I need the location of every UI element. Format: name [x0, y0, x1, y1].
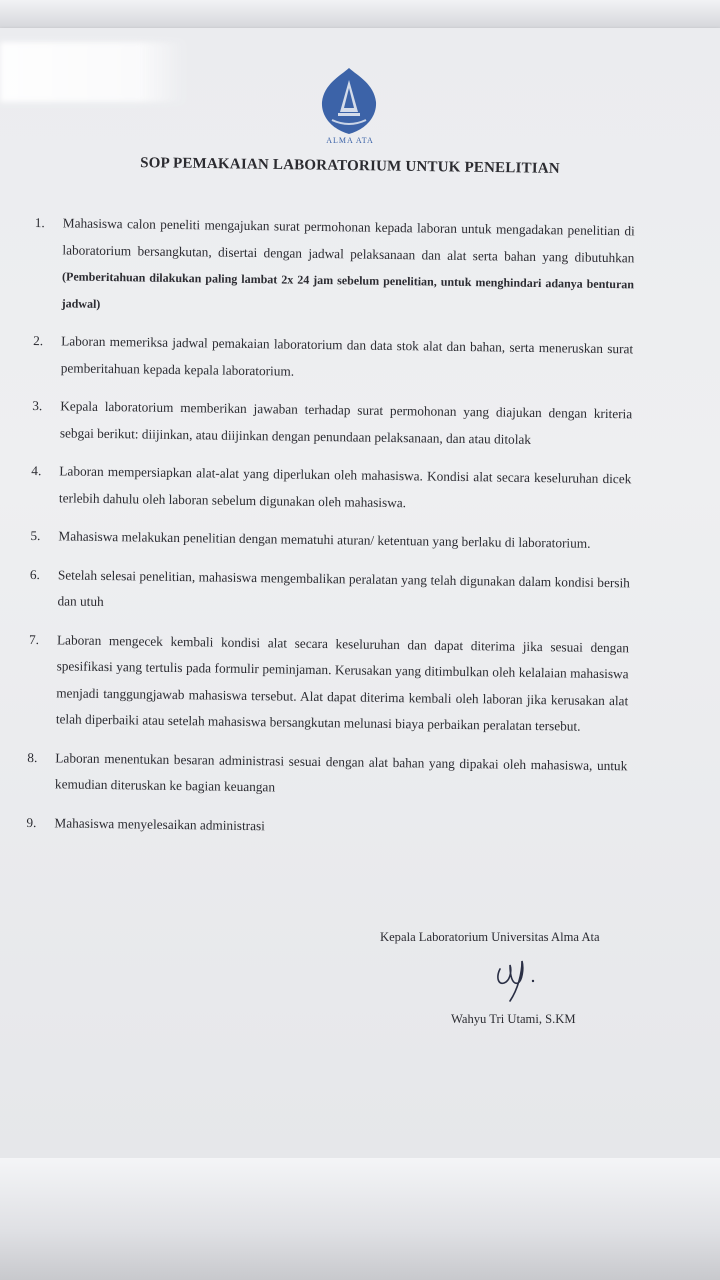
item-number: 2. [33, 332, 44, 349]
item-bold-note: (Pemberitahuan dilakukan paling lambat 2x 24 jam sebelum penelitian, untuk menghindari adanya benturan jadwal) [61, 269, 635, 311]
item-text: Laboran memeriksa jadwal pemakaian laboratorium dan data stok alat dan bahan, serta meneruskan surat pemberitahuan kepada kepala laboratorium. [60, 333, 634, 379]
list-item [34, 210, 635, 324]
item-text: Laboran mengecek kembali kondisi alat secara keseluruhan dan dapat diterima jika sesuai dengan spesifikasi yang tertulis pada formulir peminjaman. Kerusakan yang ditimbulkan oleh kelalaian mahasiswa menjadi tanggungjawab mahasiswa tersebut. Alat dapat diterima kembali oleh laboran jika kerusakan alat telah diperbaiki atau setelah mahasiswa bersangkutan melunasi biaya perbaikan peralatan tersebut. [55, 631, 630, 734]
alma-ata-logo-icon [318, 66, 380, 136]
item-text: Kepala laboratorium memberikan jawaban terhadap surat permohonan yang diajukan dengan kriteria sebgai berikut: diijinkan, atau diijinkan dengan penundaan pelaksanaan, dan atau ditolak [59, 398, 633, 447]
item-text: Laboran menentukan besaran administrasi sesuai dengan alat bahan yang dipakai oleh mahasiswa, untuk kemudian diteruskan ke bagian keuangan [54, 749, 628, 795]
list-item [27, 744, 628, 805]
item-number: 8. [27, 749, 38, 765]
item-text: Mahasiswa calon peneliti mengajukan surat permohonan kepada laboran untuk mengadakan penelitian di laboratorium bersangkutan, disertai dengan jadwal pelaksanaan dan alat serta bahan yang dibutuhkan [62, 215, 635, 265]
item-number: 6. [29, 566, 41, 582]
list-item [31, 458, 632, 519]
signatory-title: Kepala Laboratorium Universitas Alma Ata [380, 930, 600, 944]
logo-caption: ALMA ATA [326, 136, 374, 145]
item-text: Setelah selesai penelitian, mahasiswa mengembalikan peralatan yang telah digunakan dalam kondisi bersih dan utuh [57, 566, 630, 609]
light-glare [0, 42, 185, 102]
item-text: Laboran mempersiapkan alat-alat yang diperlukan oleh mahasiswa. Kondisi alat secara keseluruhan dicek terlebih dahulu oleh laboran sebelum digunakan oleh mahasiswa. [58, 463, 632, 510]
signatory-name: Wahyu Tri Utami, S.KM [451, 1012, 576, 1026]
item-number: 5. [30, 527, 41, 544]
handwritten-signature-icon [488, 955, 548, 1005]
list-item [30, 523, 630, 558]
item-number: 3. [32, 397, 43, 414]
list-item [28, 626, 629, 740]
item-number: 9. [26, 814, 37, 830]
sop-list [26, 210, 635, 844]
list-item [29, 561, 630, 622]
item-number: 1. [34, 214, 45, 231]
item-number: 4. [31, 462, 42, 479]
document-title: SOP PEMAKAIAN LABORATORIUM UNTUK PENELITIAN [140, 155, 560, 177]
frame-bottom-edge [0, 1158, 720, 1280]
list-item [32, 393, 633, 454]
item-number: 7. [28, 631, 40, 647]
item-text: Mahasiswa menyelesaikan administrasi [54, 814, 266, 833]
item-text: Mahasiswa melakukan penelitian dengan mematuhi aturan/ ketentuan yang berlaku di laboratorium. [58, 528, 591, 551]
list-item [33, 328, 634, 389]
